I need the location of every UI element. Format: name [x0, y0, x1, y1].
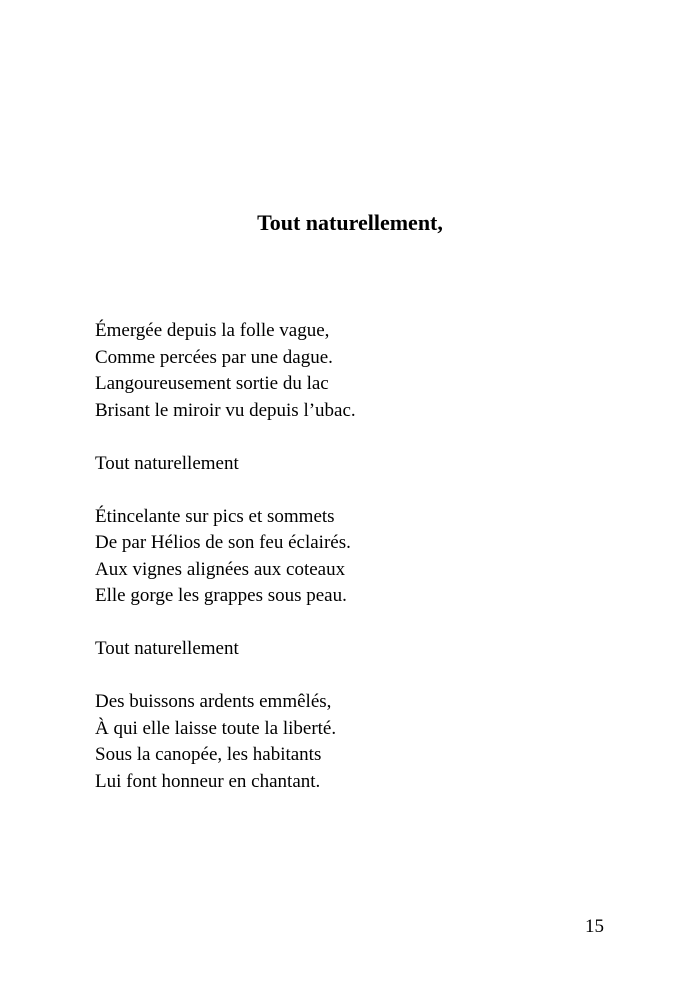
poem-line: Des buissons ardents emmêlés, — [95, 691, 332, 712]
poem-line: Aux vignes alignées aux coteaux — [95, 558, 346, 580]
stanza-1 — [95, 318, 615, 424]
poem-line: À qui elle laisse toute la liberté. — [95, 717, 337, 739]
refrain-2 — [95, 636, 615, 663]
poem-line: Sous la canopée, les habitants — [95, 744, 322, 765]
poem-line: Langoureusement sortie du lac — [95, 373, 329, 394]
poem-line: Émergée depuis la folle vague, — [95, 320, 330, 341]
poem-line: Tout naturellement — [95, 638, 239, 659]
poem-line: Comme percées par une dague. — [95, 346, 333, 368]
poem-line: De par Hélios de son feu éclairés. — [95, 532, 351, 553]
poem-line: Brisant le miroir vu depuis l’ubac. — [95, 399, 356, 421]
refrain-1 — [95, 451, 615, 478]
page-number: 15 — [585, 916, 604, 937]
poem-body — [95, 318, 615, 822]
poem-line: Elle gorge les grappes sous peau. — [95, 585, 347, 606]
poem-line: Lui font honneur en chantant. — [95, 770, 321, 792]
stanza-3 — [95, 689, 615, 795]
poem-title: Tout naturellement, — [257, 210, 443, 235]
poem-line: Tout naturellement — [95, 452, 239, 474]
poem-line: Étincelante sur pics et sommets — [95, 505, 335, 527]
stanza-2 — [95, 504, 615, 610]
